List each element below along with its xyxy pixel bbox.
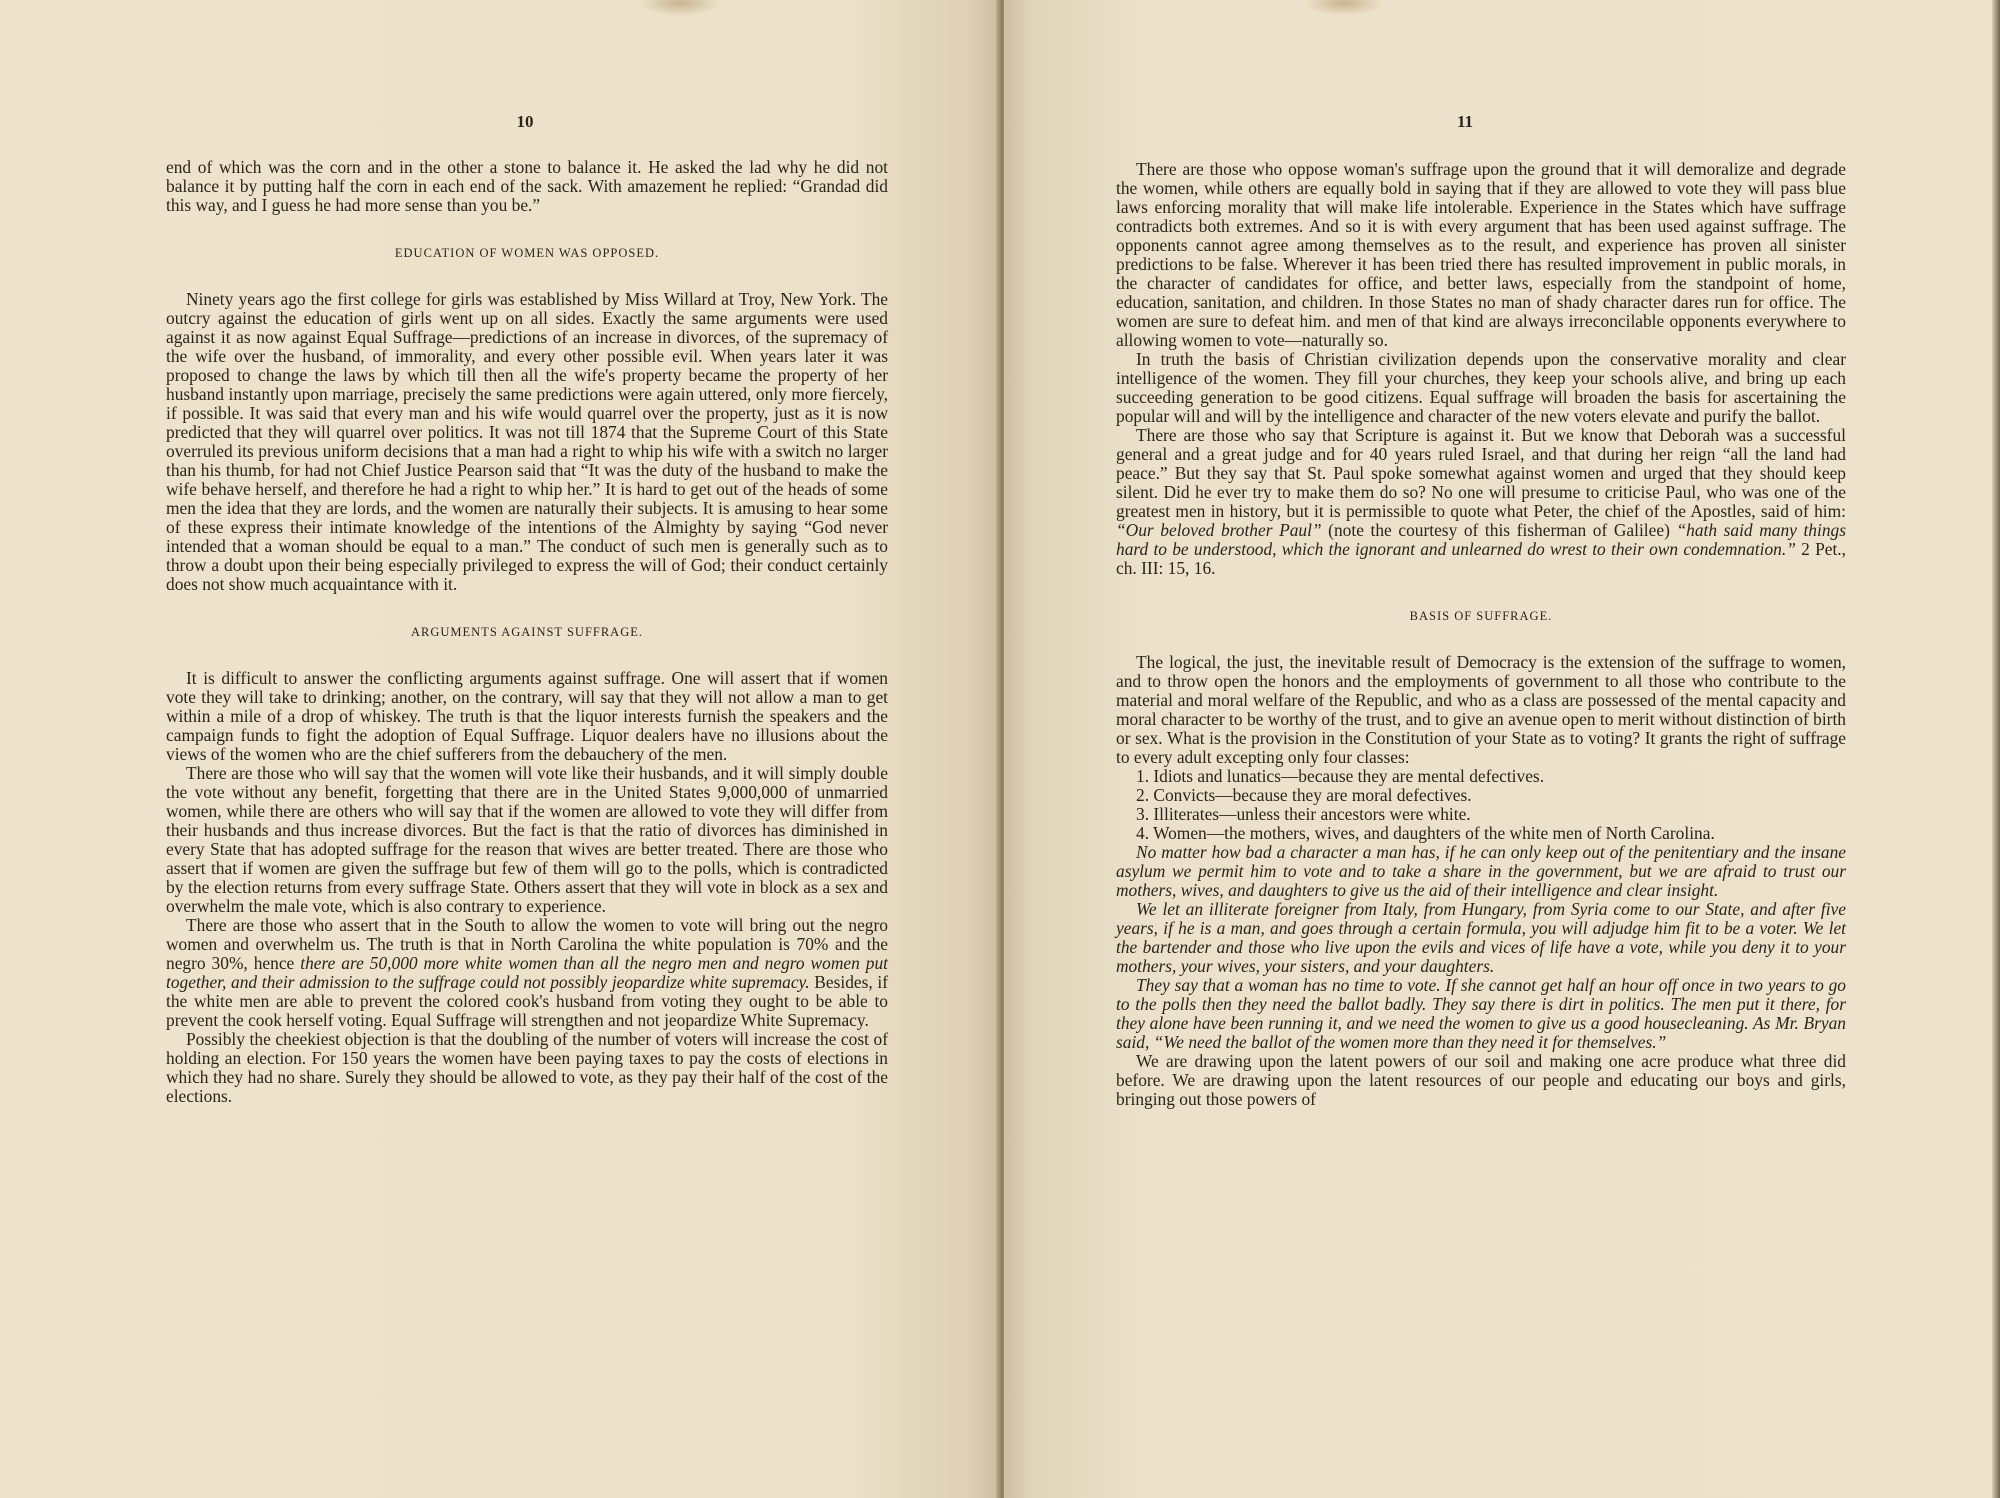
list-item: 3. Illiterates—unless their ancestors were white.: [1136, 804, 1471, 824]
paragraph: [166, 916, 888, 1030]
page-number: 11: [1456, 112, 1474, 131]
text-run: 2 Pet., ch. III: 15, 16.: [1116, 539, 1846, 578]
paragraph: We are drawing upon the latent powers of our soil and making one acre produce what three did before. We are drawing upon the latent resources of our people and educating our boys and girls, bringing out those powers of: [1116, 1051, 1846, 1109]
paragraph: There are those who oppose woman's suffrage upon the ground that it will demoralize and degrade the women, while others are equally bold in saying that if they are allowed to vote they will pass blue laws enforcing morality that will make life intolerable. Experience in the States which have suffrage contradicts both extremes. And so it is with every argument that has been used against suffrage. The opponents cannot agree among themselves as to the result, and experience has proven all sinister predictions to be false. Wherever it has been tried there has resulted improvement in public morals, in the character of candidates for office, and better laws, especially from the standpoint of home, education, sanitation, and children. In those States no man of shady character dares run for office. The women are sure to defeat him. and men of that kind are always irreconcilable opponents everywhere to allowing women to vote—naturally so.: [1116, 159, 1846, 350]
italic-paragraph: We let an illiterate foreigner from Italy, from Hungary, from Syria come to our State, and after five years, if he is a man, and goes through a certain formula, you will adjudge him fit to be a voter. We let the bartender and those who live upon the evils and vices of life have a vote, while you deny it to your mothers, your wives, your sisters, and your daughters.: [1116, 899, 1846, 976]
italic-text: there are 50,000 more white women than all the negro men and negro women put together, and their admission to the suffrage could not possibly jeopardize white supremacy.: [166, 953, 888, 992]
section-heading: ARGUMENTS AGAINST SUFFRAGE.: [410, 625, 643, 639]
section-heading: BASIS OF SUFFRAGE.: [1409, 609, 1553, 623]
page-number: 10: [516, 112, 534, 131]
page-edge: [1992, 0, 2000, 1498]
text-run: (note the courtesy of this fisherman of Galilee): [1321, 520, 1677, 540]
paragraph: In truth the basis of Christian civilization depends upon the conservative morality and clear intelligence of the women. They fill your churches, they keep your schools alive, and bring up each succeeding generation to be good citizens. Equal suffrage will broaden the basis for ascertaining the popular will and will by the intelligence and character of the new voters elevate and purify the ballot.: [1116, 349, 1846, 426]
right-page: [1004, 0, 2000, 1498]
list-item: 2. Convicts—because they are moral defectives.: [1136, 785, 1472, 805]
text-run: There are those who assert that in the South to allow the women to vote will bring out the negro women and overwhelm us. The truth is that in North Carolina the white population is 70% and the negro 30%, hence: [166, 915, 888, 973]
left-text-column: [166, 158, 888, 1106]
paragraph: Possibly the cheekiest objection is that the doubling of the number of voters will increase the cost of holding an election. For 150 years the women have been paying taxes to pay the costs of elections in which they had no share. Surely they should be allowed to vote, as they pay their half of the cost of the elections.: [166, 1029, 888, 1106]
stain-mark: [640, 0, 720, 16]
paragraph: [1116, 426, 1846, 578]
italic-paragraph: No matter how bad a character a man has, if he can only keep out of the penitentiary and the insane asylum we permit him to vote and to take a share in the government, but we are afraid to trust our mothers, wives, and daughters to give us the aid of their intelligence and clear insight.: [1116, 842, 1846, 900]
italic-text: “hath said many things hard to be understood, which the ignorant and unlearned do wrest to their own condemnation.”: [1116, 520, 1846, 559]
text-run: There are those who say that Scripture is against it. But we know that Deborah was a successful general and a great judge and for 40 years ruled Israel, and that during her reign “all the land had peace.” But they say that St. Paul spoke somewhat against women and urged that they should keep silent. Did he ever try to make them do so? No one will presume to criticise Paul, who was one of the greatest men in history, but it is permissible to quote what Peter, the chief of the Apostles, said of him:: [1116, 425, 1846, 521]
paragraph: The logical, the just, the inevitable result of Democracy is the extension of the suffrage to women, and to throw open the honors and the employments of government to all those who contribute to the material and moral welfare of the Republic, and who as a class are possessed of the mental capacity and moral character to be worthy of the trust, and to give an avenue open to merit without distinction of birth or sex. What is the provision in the Constitution of your State as to voting? It grants the right of suffrage to every adult excepting only four classes:: [1116, 652, 1846, 767]
section-heading: EDUCATION OF WOMEN WAS OPPOSED.: [394, 246, 660, 260]
paragraph: It is difficult to answer the conflicting arguments against suffrage. One will assert that if women vote they will take to drinking; another, on the contrary, will say that they will not allow a man to get within a mile of a drop of whiskey. The truth is that the liquor interests furnish the speakers and the campaign funds to fight the adoption of Equal Suffrage. Liquor dealers have no illusions about the views of the women who are the chief sufferers from the debauchery of the men.: [166, 668, 888, 764]
opening-paragraph: end of which was the corn and in the other a stone to balance it. He asked the lad why he did not balance it by putting half the corn in each end of the sack. With amazement he replied: “Grandad did this way, and I guess he had more sense than you be.”: [166, 157, 888, 215]
text-run: Besides, if the white men are able to prevent the colored cook's husband from voting they ought to be able to prevent the cook herself voting. Equal Suffrage will strengthen and not jeopardize White Supremacy.: [166, 972, 888, 1030]
list-item: 4. Women—the mothers, wives, and daughters of the white men of North Carolina.: [1136, 823, 1715, 843]
italic-text: “Our beloved brother Paul”: [1116, 520, 1322, 540]
list-item: 1. Idiots and lunatics—because they are mental defectives.: [1136, 766, 1545, 786]
paragraph: There are those who will say that the women will vote like their husbands, and it will simply double the vote without any benefit, forgetting that there are in the United States 9,000,000 of unmarried women, while there are others who will say that if the women are allowed to vote they will differ from their husbands and thus increase divorces. But the fact is that the ratio of divorces has diminished in every State that has adopted suffrage for the reason that wives are better treated. There are those who assert that if women are given the suffrage but few of them will go to the polls, which is contradicted by the election returns from every suffrage State. Others assert that they will vote in block as a sex and overwhelm the male vote, which is also contrary to experience.: [166, 763, 888, 916]
paragraph: Ninety years ago the first college for girls was established by Miss Willard at Troy, New York. The outcry against the education of girls went up on all sides. Exactly the same arguments were used against it as now against Equal Suffrage—predictions of an increase in divorces, of the supremacy of the wife over the husband, of immorality, and every other possible evil. When years later it was proposed to change the laws by which till then all the wife's property became the property of her husband instantly upon marriage, precisely the same predictions were again uttered, only more fiercely, if possible. It was said that every man and his wife would quarrel over the property, just as it is now predicted that they will quarrel over politics. It was not till 1874 that the Supreme Court of this State overruled its previous uniform decisions that a man had a right to whip his wife with a switch no larger than his thumb, for had not Chief Justice Pearson said that “It was the duty of the husband to make the wife behave herself, and therefore he had a right to whip her.” It is hard to get out of the heads of some men the idea that they are lords, and the women are naturally their subjects. It is amusing to hear some of these express their intimate knowledge of the intentions of the Almighty by saying “God never intended that a woman should be equal to a man.” The conduct of such men is generally such as to throw a doubt upon their being especially privileged to express the will of God; their conduct certainly does not show much acquaintance with it.: [166, 289, 888, 594]
stain-mark: [1304, 0, 1384, 16]
italic-paragraph: They say that a woman has no time to vote. If she cannot get half an hour off once in two years to go to the polls then they need the ballot badly. They say there is dirt in politics. The men put it there, for they alone have been running it, and we need the women to give us a good housecleaning. As Mr. Bryan said, “We need the ballot of the women more than they need it for themselves.”: [1116, 975, 1846, 1052]
right-text-column: [1116, 160, 1846, 1109]
